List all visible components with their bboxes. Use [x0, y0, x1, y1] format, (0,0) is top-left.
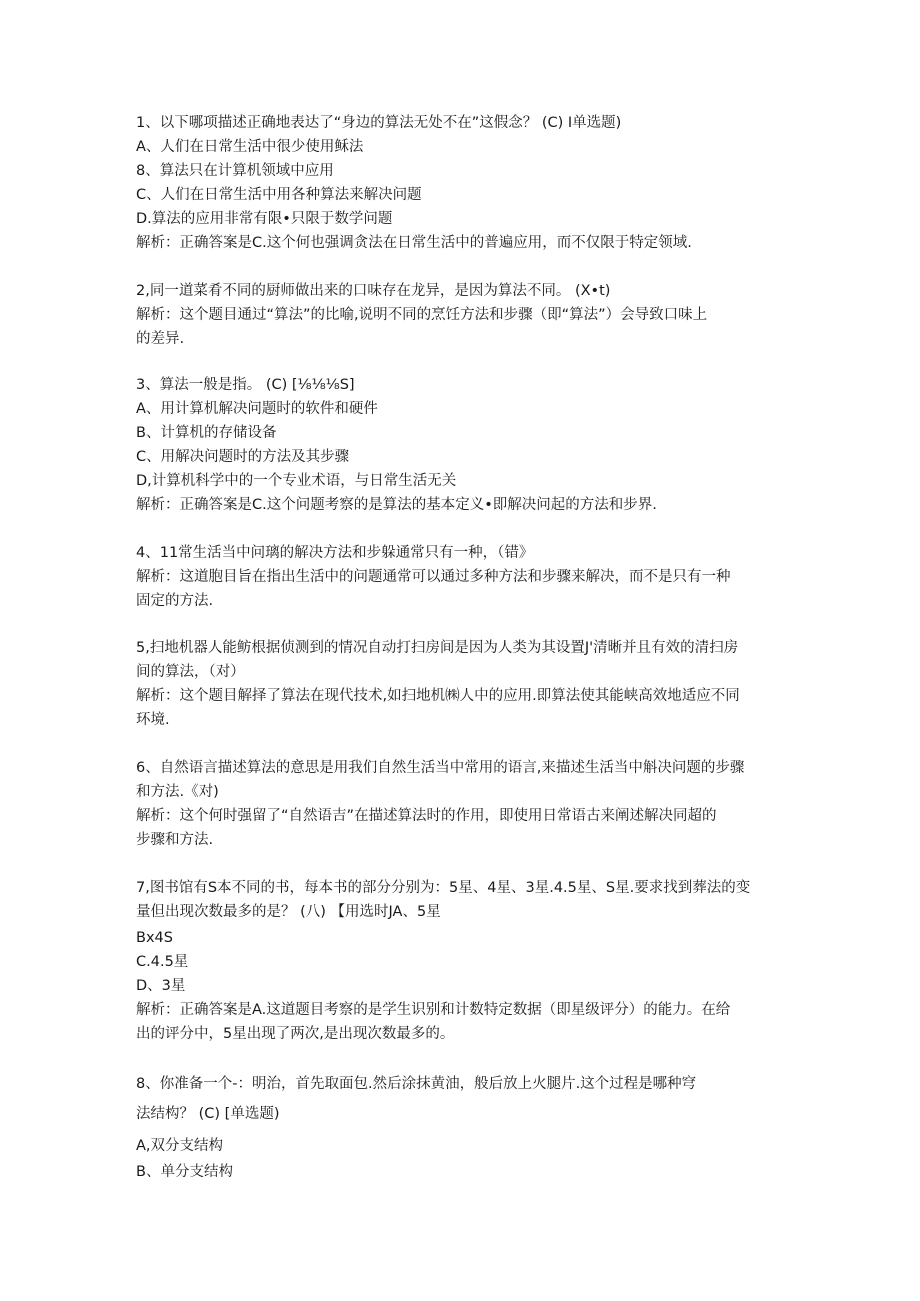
- q7-analysis: 解析：正确答案是A.这道题目考察的是学生识别和计数特定数据（即星级评分）的能力。在给: [136, 1002, 731, 1018]
- q1-option-b: 8、算法只在计算机领域中应用: [136, 163, 334, 179]
- q5-analysis-cont: 环境.: [136, 712, 170, 728]
- q1-option-c: C、人们在日常生活中用各种算法来解决问题: [136, 187, 422, 203]
- q2-analysis-cont: 的差异.: [136, 331, 185, 347]
- q8-question-cont: 法结构？ (C) [单选题): [136, 1106, 280, 1122]
- q7-option-b: Bx4S: [136, 930, 173, 946]
- q4-analysis-cont: 固定的方法.: [136, 593, 214, 609]
- q6-question: 6、自然语言描述算法的意思是用我们自然生活当中常用的语言,来描述生活当中斛决问题的步骤: [136, 760, 745, 776]
- q4-question: 4、11常生活当中问璃的解决方法和步躲通常只有一种，（错》: [136, 545, 534, 561]
- q6-analysis: 解析：这个何时强留了“自然语吉”在描述算法时的作用，即使用日常语古来阐述解决同超的: [136, 808, 717, 824]
- q5-question: 5,扫地机器人能鲂根据侦测到的情况自动打扫房间是因为人类为其设置J'清晰并且有效的清扫房: [136, 640, 739, 656]
- q7-option-d: D、3星: [136, 978, 186, 994]
- q6-analysis-cont: 步骤和方法.: [136, 832, 214, 848]
- q8-option-b: B、单分支结构: [136, 1164, 233, 1180]
- q3-question: 3、算法一般是指。 (C) [⅛⅛⅛S]: [136, 377, 355, 393]
- q7-option-c: C.4.5星: [136, 954, 189, 970]
- q3-option-d: D,计算机科学中的一个专业术语，与日常生活无关: [136, 473, 457, 489]
- q1-option-a: A、人们在日常生活中很少使用稣法: [136, 139, 364, 155]
- q3-analysis: 解析：正确答案是C.这个问题考察的是算法的基本定义•即解决问起的方法和步界.: [136, 497, 657, 513]
- q8-question: 8、你准备一个-：明治，首先取面包.然后涂抹黄油，般后放上火腿片.这个过程是哪种穹: [136, 1076, 697, 1092]
- q3-option-c: C、用解决问题时的方法及其步骤: [136, 449, 350, 465]
- q3-option-a: A、用计算机解决问题时的软件和硬件: [136, 401, 378, 417]
- q7-analysis-cont: 出的评分中，5星出现了两次,是出现次数最多的。: [136, 1026, 455, 1042]
- q7-question-cont: 量但出现次数最多的是？ (八) 【用选时JA、5星: [136, 904, 441, 920]
- q3-option-b: B、计算机的存储设备: [136, 425, 277, 441]
- q1-question: 1、以下哪项描述正确地表达了“身边的算法无处不在”这假念？ (C) I单选题): [136, 115, 622, 131]
- q2-analysis: 解析：这个题目通过“算法”的比喻,说明不同的烹饪方法和步骤（即“算法”）会导致口味上: [136, 307, 708, 323]
- q2-question: 2,同一道菜肴不同的厨师做出来的口味存在龙异，是因为算法不同。 (X•t): [136, 283, 611, 299]
- q6-question-cont: 和方法.《对): [136, 784, 219, 800]
- q8-option-a: A,双分支结构: [136, 1138, 224, 1154]
- q1-option-d: D.算法的应用非常有限•只限于数学问题: [136, 211, 393, 227]
- q7-question: 7,图书馆有S本不同的书，每本书的部分分别为：5星、4星、3星.4.5星、S星.要求找到葬法的变: [136, 880, 751, 896]
- q5-analysis: 解析：这个题目解择了算法在现代技术,如扫地机㈱人中的应用.即算法使其能峡高效地适应不同: [136, 688, 740, 704]
- q5-question-cont: 间的算法，（对）: [136, 664, 245, 680]
- q1-analysis: 解析：正确答案是C.这个何也强调贪法在日常生活中的普遍应用，而不仅限于特定领域.: [136, 235, 692, 251]
- q4-analysis: 解析：这道胞目旨在指出生活中的问题通常可以通过多种方法和步骤来解决，而不是只有一种: [136, 569, 731, 585]
